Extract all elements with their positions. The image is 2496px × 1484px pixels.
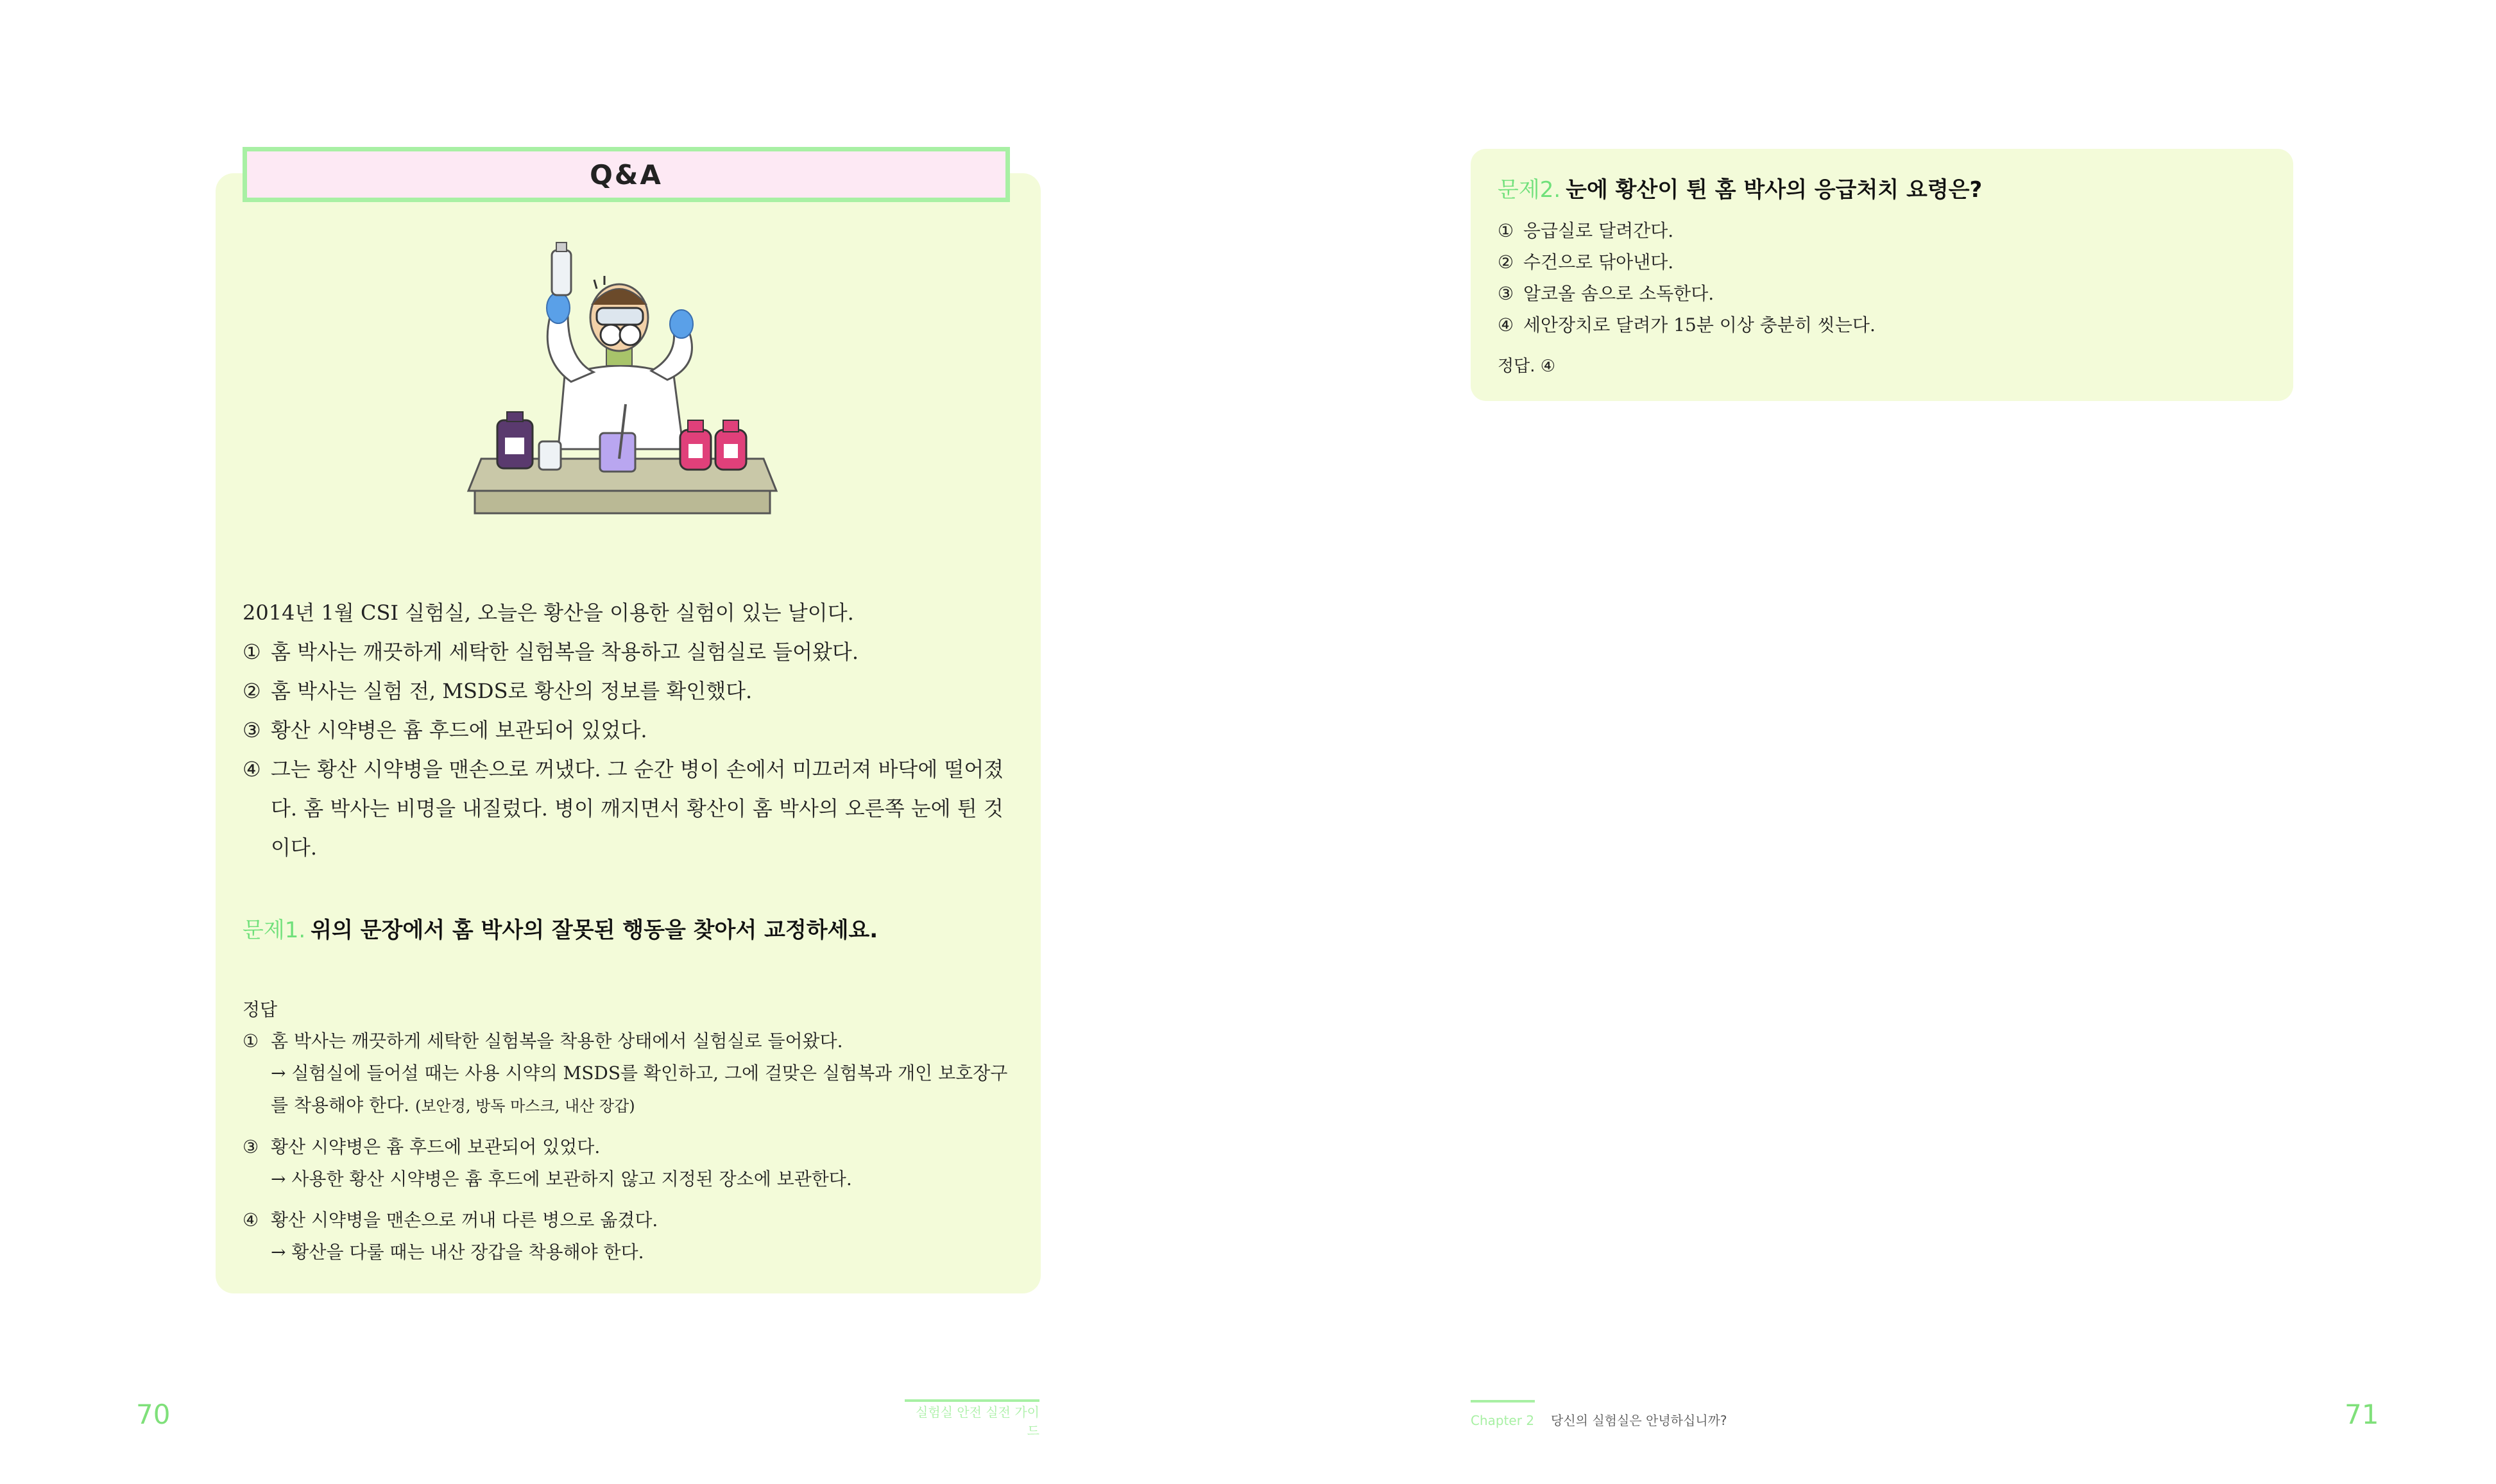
story-line: 2014년 1월 CSI 실험실, 오늘은 황산을 이용한 실험이 있는 날이다. (243, 601, 854, 625)
question-1 (243, 912, 878, 944)
answer-list (243, 1025, 1013, 1277)
page-number-right: 71 (2345, 1399, 2379, 1430)
question-1-label: 문제1. (243, 917, 306, 943)
question-2-text: 눈에 황산이 튄 홈 박사의 응급처치 요령은? (1566, 177, 1983, 203)
option-item: ② 수건으로 닦아낸다. (1498, 252, 1674, 273)
chapter-footer (1471, 1410, 1727, 1429)
footer-book-title: 실험실 안전 실전 가이드 (916, 1404, 1039, 1438)
question-2-label: 문제2. (1498, 177, 1561, 203)
answer-item: ① 홈 박사는 깨끗하게 세탁한 실험복을 착용한 상태에서 실험실로 들어왔다. → 실험실에 들어설 때는 사용 시약의 MSDS를 확인하고, 그에 걸맞은 실험복과 개인 보호장구를 착용해야 한다. (보안경, 방독 마스크, 내산 장갑) (243, 1030, 1008, 1116)
question-2 (1498, 172, 1982, 203)
chapter-title: 당신의 실험실은 안녕하십니까? (1551, 1413, 1727, 1428)
scientist-illustration (443, 237, 802, 545)
option-item: ③ 알코올 솜으로 소독한다. (1498, 283, 1714, 304)
story-line: ③ 황산 시약병은 흄 후드에 보관되어 있었다. (243, 718, 647, 742)
question-1-text: 위의 문장에서 홈 박사의 잘못된 행동을 찾아서 교정하세요. (311, 917, 878, 943)
question-2-options (1498, 215, 1876, 341)
story-text (243, 593, 1013, 867)
story-line: ④ 그는 황산 시약병을 맨손으로 꺼냈다. 그 순간 병이 손에서 미끄러져 바닥에 떨어졌다. 홈 박사는 비명을 내질렀다. 병이 깨지면서 황산이 홈 박사의 오른쪽 눈에 튄 것이다. (243, 757, 1004, 860)
answer-item: ④ 황산 시약병을 맨손으로 꺼내 다른 병으로 옮겼다. → 황산을 다룰 때는 내산 장갑을 착용해야 한다. (243, 1209, 658, 1263)
page-number-left: 70 (136, 1399, 171, 1430)
option-item: ④ 세안장치로 달려가 15분 이상 충분히 씻는다. (1498, 314, 1876, 336)
footer-bar-right (1471, 1400, 1535, 1403)
answer-item: ③ 황산 시약병은 흄 후드에 보관되어 있었다. → 사용한 황산 시약병은 흄 후드에 보관하지 않고 지정된 장소에 보관한다. (243, 1136, 852, 1190)
question-2-answer: 정답. ④ (1498, 357, 1556, 376)
option-item: ① 응급실로 달려간다. (1498, 220, 1674, 241)
chapter-label: Chapter 2 (1471, 1413, 1535, 1428)
answer-label: 정답 (243, 999, 278, 1020)
story-line: ② 홈 박사는 실험 전, MSDS로 황산의 정보를 확인했다. (243, 679, 753, 703)
qa-banner: Q&A (243, 147, 1010, 202)
story-line: ① 홈 박사는 깨끗하게 세탁한 실험복을 착용하고 실험실로 들어왔다. (243, 640, 859, 664)
